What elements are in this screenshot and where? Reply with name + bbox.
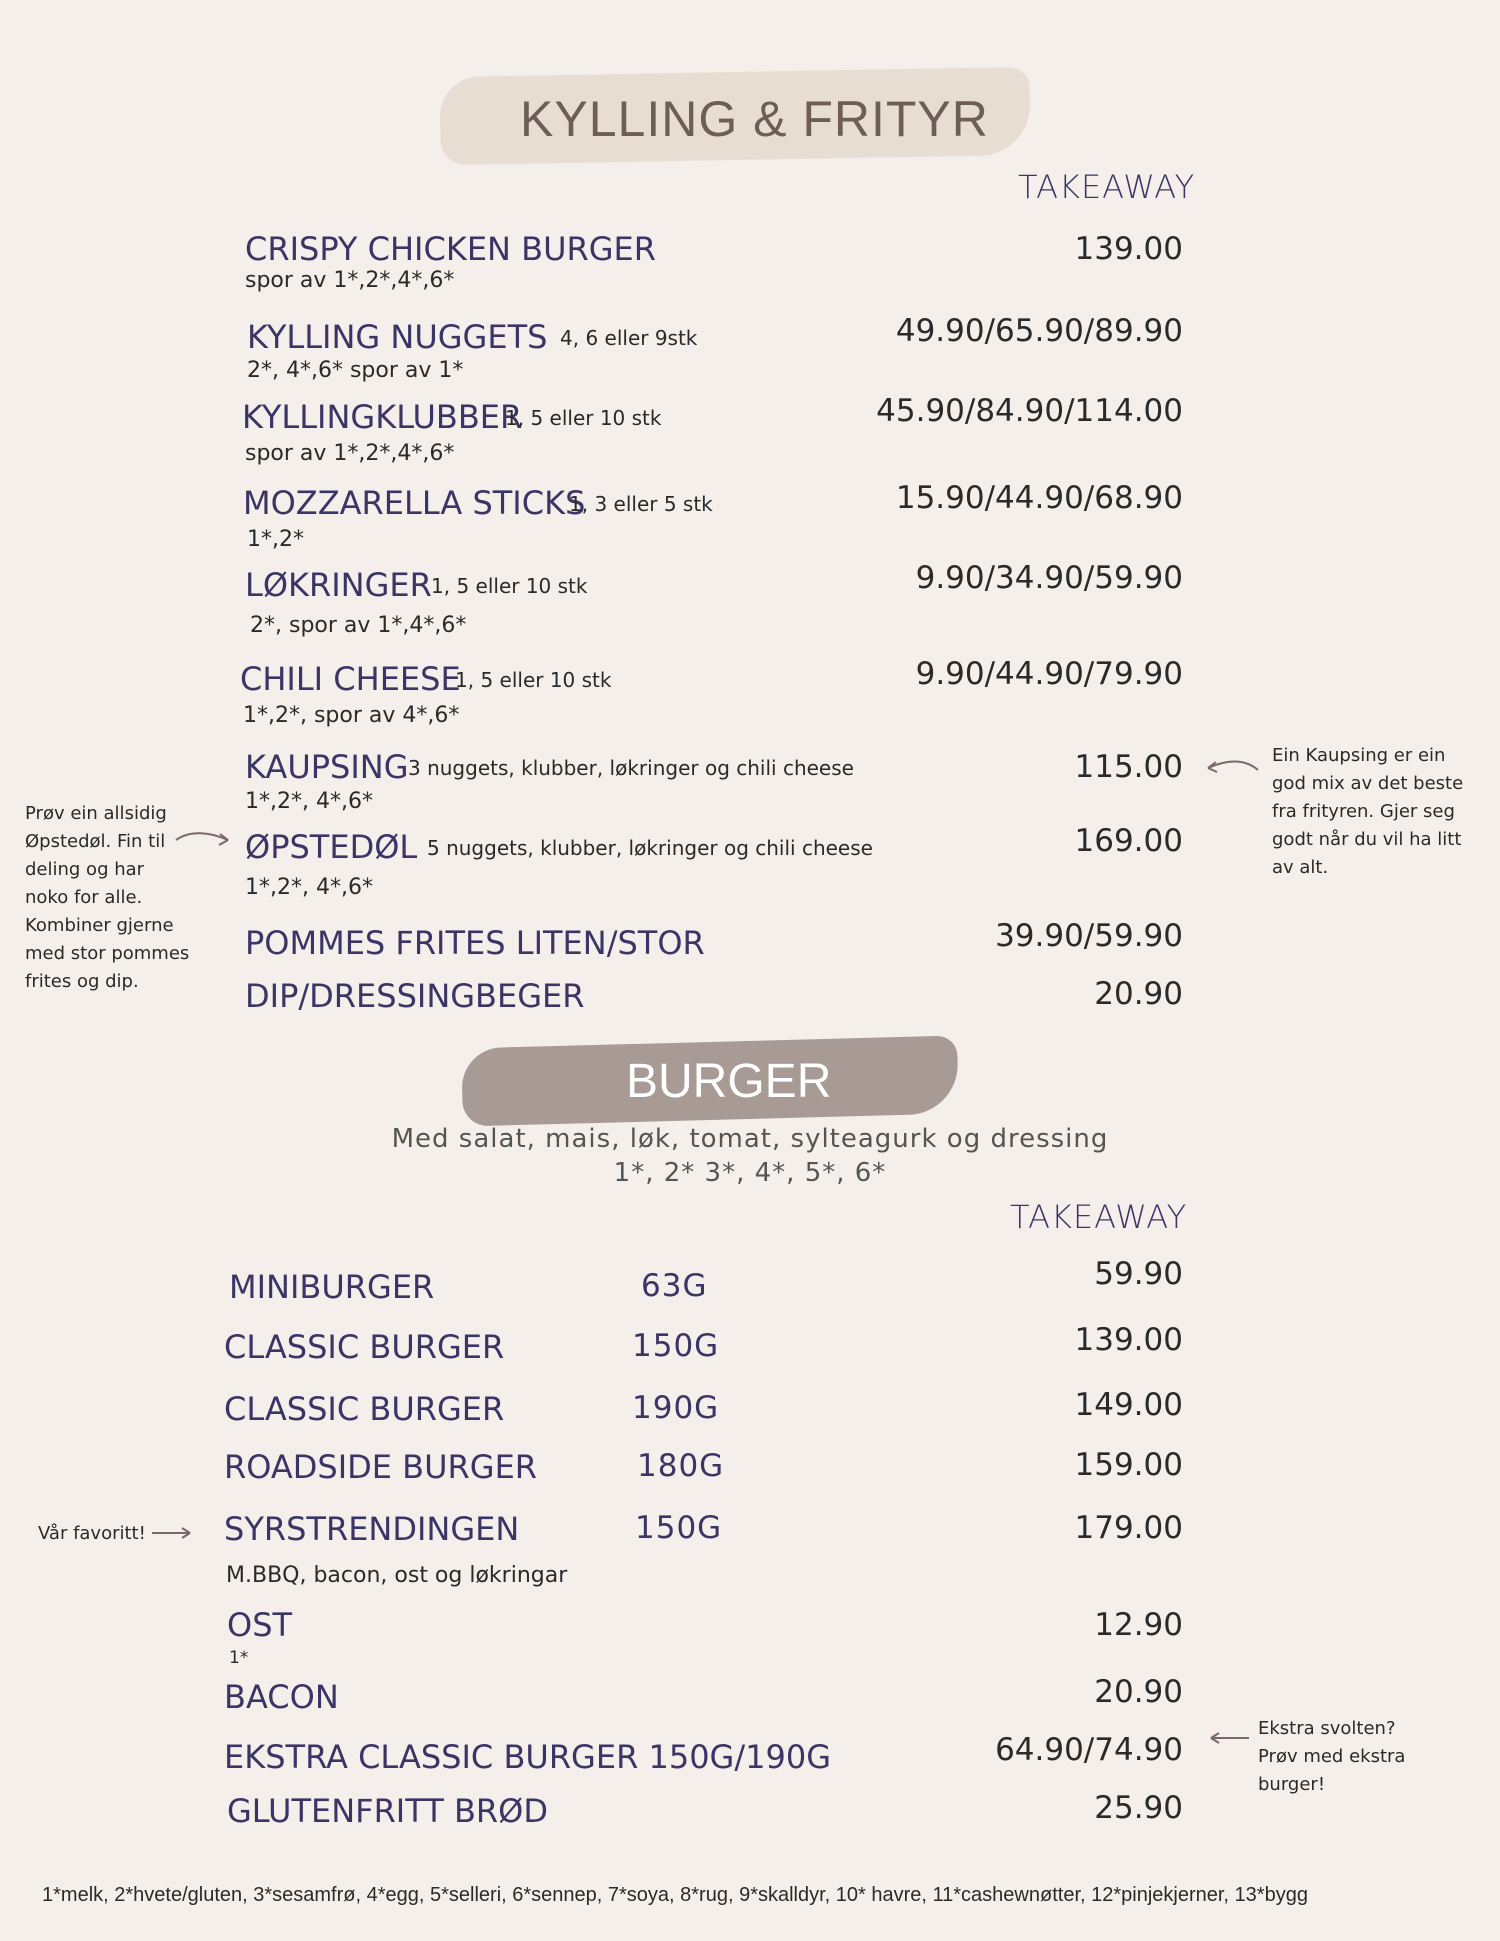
burger-price: 12.90 [1094,1607,1183,1643]
takeaway-label-2: TAKEAWAY [1010,1198,1188,1236]
item-name: MOZZARELLA STICKS [243,484,586,522]
arrow-right-icon [148,1523,196,1543]
side-note-opstedol: Prøv ein allsidig Øpstedøl. Fin til deling og har noko for alle. Kombiner gjerne med stor pommes frites og dip. [25,803,190,992]
burger-weight: 150G [632,1328,720,1364]
burger-price: 59.90 [1094,1256,1183,1292]
item-name: CHILI CHEESE [240,660,461,698]
burger-price: 139.00 [1074,1322,1183,1358]
item-allergens: 2*, 4*,6* spor av 1* [247,358,464,383]
section-title-kylling: KYLLING & FRITYR [520,91,989,147]
item-price: 45.90/84.90/114.00 [876,393,1183,429]
item-price: 20.90 [1094,976,1183,1012]
item-note: 1, 5 eller 10 stk [431,574,588,598]
burger-name: OST [227,1606,293,1644]
burger-name: CLASSIC BURGER [224,1390,505,1428]
item-price: 15.90/44.90/68.90 [895,480,1183,516]
burger-allergens: 1* [229,1648,249,1668]
burger-price: 25.90 [1094,1790,1183,1826]
item-allergens: 1*,2* [247,527,304,552]
burger-price: 179.00 [1074,1510,1183,1546]
burger-weight: 180G [637,1448,725,1484]
item-name: CRISPY CHICKEN BURGER [245,230,656,268]
item-note: 3 nuggets, klubber, løkringer og chili cheese [408,756,854,780]
takeaway-label-1: TAKEAWAY [1018,168,1196,206]
burger-price: 20.90 [1094,1674,1183,1710]
item-price: 139.00 [1074,231,1183,267]
burger-subtitle: Med salat, mais, løk, tomat, sylteagurk og dressing [391,1124,1109,1154]
burger-note: M.BBQ, bacon, ost og løkringar [226,1563,568,1588]
item-allergens: spor av 1*,2*,4*,6* [245,441,455,466]
burger-price: 159.00 [1074,1447,1183,1483]
item-allergens: 1*,2*, 4*,6* [245,875,373,900]
item-note: 1, 3 eller 5 stk [569,492,713,516]
item-price: 115.00 [1074,749,1183,785]
item-price: 49.90/65.90/89.90 [895,313,1183,349]
item-allergens: 2*, spor av 1*,4*,6* [250,613,467,638]
burger-name: SYRSTRENDINGEN [224,1510,520,1548]
item-price: 9.90/34.90/59.90 [915,560,1183,596]
item-name: KAUPSING [245,748,409,786]
item-name: POMMES FRITES LITEN/STOR [245,924,705,962]
item-price: 169.00 [1074,823,1183,859]
section-title-burger: BURGER [626,1055,832,1108]
burger-price: 149.00 [1074,1387,1183,1423]
allergen-legend: 1*melk, 2*hvete/gluten, 3*sesamfrø, 4*egg, 5*selleri, 6*sennep, 7*soya, 8*rug, 9*skalldyr, 10* havre, 11*cashewnøtter, 12*pinjekjerner, 13*bygg [42,1884,1308,1906]
arrow-left-icon [1200,756,1264,780]
favorite-note: Vår favoritt! [38,1523,146,1544]
burger-weight: 190G [632,1390,720,1426]
item-price: 39.90/59.90 [995,918,1183,954]
burger-weight: 63G [641,1268,708,1304]
burger-name: EKSTRA CLASSIC BURGER 150G/190G [224,1738,831,1776]
extra-note: Ekstra svolten? Prøv med ekstra burger! [1258,1718,1406,1795]
item-note: 1, 5 eller 10 stk [505,406,662,430]
burger-name: BACON [224,1678,339,1716]
arrow-left-icon [1205,1728,1253,1748]
burger-name: ROADSIDE BURGER [224,1448,538,1486]
burger-weight: 150G [635,1510,723,1546]
item-note: 4, 6 eller 9stk [560,326,698,350]
side-note-kaupsing: Ein Kaupsing er ein god mix av det beste fra frityren. Gjer seg godt når du vil ha litt av alt. [1272,745,1464,878]
burger-name: GLUTENFRITT BRØD [227,1792,548,1830]
burger-price: 64.90/74.90 [995,1732,1183,1768]
burger-name: MINIBURGER [229,1268,435,1306]
burger-subtitle-allergens: 1*, 2* 3*, 4*, 5*, 6* [613,1158,887,1188]
arrow-right-icon [172,828,236,852]
item-name: DIP/DRESSINGBEGER [245,977,585,1015]
item-note: 1, 5 eller 10 stk [455,668,612,692]
item-note: 5 nuggets, klubber, løkringer og chili cheese [427,836,873,860]
item-name: LØKRINGER [245,566,432,604]
item-allergens: 1*,2*, spor av 4*,6* [243,703,460,728]
item-allergens: spor av 1*,2*,4*,6* [245,268,455,293]
burger-name: CLASSIC BURGER [224,1328,505,1366]
item-name: ØPSTEDØL [245,828,418,866]
item-allergens: 1*,2*, 4*,6* [245,789,373,814]
item-name: KYLLINGKLUBBER [242,398,523,436]
item-price: 9.90/44.90/79.90 [915,656,1183,692]
item-name: KYLLING NUGGETS [247,318,548,356]
